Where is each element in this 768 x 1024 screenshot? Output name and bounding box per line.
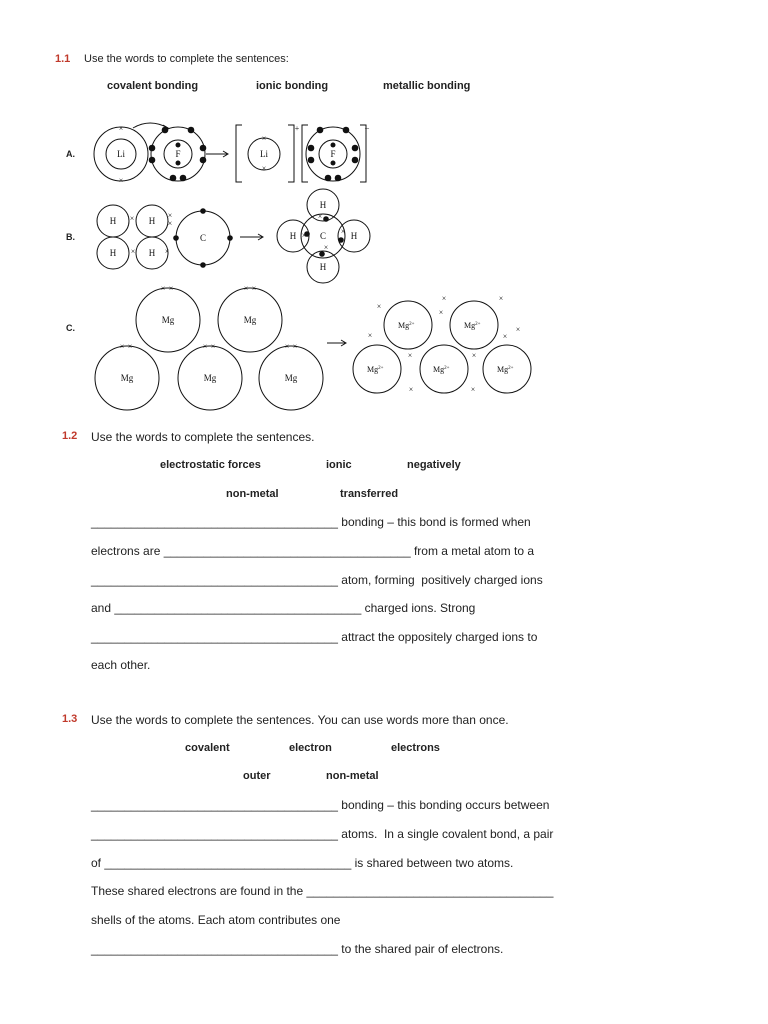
question-number-1-3: 1.3 <box>62 713 78 725</box>
diagram-label-c: C. <box>66 323 75 333</box>
electron-cross: × <box>340 227 346 236</box>
word-electron: electron <box>289 742 332 754</box>
diagram-c-metallic <box>95 288 531 410</box>
ion-mg2plus: $Mg^{2+}$ <box>398 321 415 330</box>
electron-cross: × <box>367 331 373 340</box>
atom-c: C <box>199 233 207 243</box>
atom-c: C <box>319 231 327 241</box>
electron-cross: × <box>376 302 382 311</box>
atom-mg: Mg <box>243 315 257 325</box>
atom-mg: Mg <box>203 373 217 383</box>
sentence-line-2: electrons are _____________________________________ from a metal atom to a <box>91 544 535 558</box>
electron-cross: × <box>408 385 414 394</box>
electron-cross: × <box>470 385 476 394</box>
word-electrostatic-forces: electrostatic forces <box>160 459 261 471</box>
sentence-line-1: _____________________________________ bonding – this bond is formed when <box>91 515 531 529</box>
atom-mg: Mg <box>284 373 298 383</box>
word-metallic-bonding: metallic bonding <box>383 80 471 92</box>
sentence-line-4: These shared electrons are found in the _____________________________________ <box>91 884 554 898</box>
sentence-line-5: _____________________________________ attract the oppositely charged ions to <box>91 630 538 644</box>
electron-cross: × <box>261 134 267 143</box>
atom-h: H <box>350 231 358 241</box>
diagram-label-b: B. <box>66 232 75 242</box>
sentence-line-2: _____________________________________ atoms. In a single covalent bond, a pair <box>91 827 554 841</box>
sentence-line-3: _____________________________________ atom, forming positively charged ions <box>91 573 543 587</box>
electron-cross: × <box>407 351 413 360</box>
word-non-metal: non-metal <box>326 770 379 782</box>
sentence-line-1: _____________________________________ bonding – this bonding occurs between <box>91 798 550 812</box>
question-prompt-1-1: Use the words to complete the sentences: <box>84 53 289 65</box>
atom-f: F <box>175 149 181 159</box>
word-covalent-bonding: covalent bonding <box>107 80 199 92</box>
electron-cross: × <box>471 351 477 360</box>
atom-mg: Mg <box>120 373 134 383</box>
electron-cross: × <box>323 243 329 252</box>
sentence-line-4: and _____________________________________ charged ions. Strong <box>91 601 476 615</box>
word-negatively: negatively <box>407 459 461 471</box>
electron-cross: × <box>167 211 173 220</box>
sentence-line-6: _____________________________________ to the shared pair of electrons. <box>91 942 504 956</box>
atom-h: H <box>109 248 117 258</box>
charge-plus: + <box>294 124 300 133</box>
electron-cross: × <box>164 247 170 256</box>
atom-f-ion: F <box>330 149 336 159</box>
electron-cross: × <box>261 164 267 173</box>
ion-mg2plus: $Mg^{2+}$ <box>497 365 514 374</box>
electron-cross: × <box>284 342 290 351</box>
electron-cross: × <box>515 325 521 334</box>
atom-li-ion: Li <box>260 149 268 159</box>
electron-cross: × <box>243 284 249 293</box>
electron-cross: × <box>317 212 323 221</box>
electron-cross: × <box>301 231 307 240</box>
sentence-line-3: of _____________________________________ is shared between two atoms. <box>91 856 514 870</box>
atom-h: H <box>319 200 327 210</box>
atom-h: H <box>289 231 297 241</box>
sentence-line-6: each other. <box>91 658 151 672</box>
atom-h: H <box>109 216 117 226</box>
ion-mg2plus: $Mg^{2+}$ <box>367 365 384 374</box>
electron-cross: × <box>251 284 257 293</box>
atom-h: H <box>148 248 156 258</box>
word-outer: outer <box>243 770 271 782</box>
electron-cross: × <box>441 294 447 303</box>
atom-h: H <box>148 216 156 226</box>
word-ionic: ionic <box>326 459 352 471</box>
diagram-b-covalent <box>97 189 370 283</box>
word-ionic-bonding: ionic bonding <box>256 80 329 92</box>
electron-cross: × <box>292 342 298 351</box>
electron-cross: × <box>210 342 216 351</box>
electron-cross: × <box>118 124 124 133</box>
atom-mg: Mg <box>161 315 175 325</box>
bonding-diagrams <box>0 0 768 420</box>
electron-cross: × <box>502 332 508 341</box>
question-prompt-1-2: Use the words to complete the sentences. <box>91 430 315 444</box>
electron-cross: × <box>167 219 173 228</box>
question-number-1-1: 1.1 <box>55 53 71 65</box>
electron-cross: × <box>130 247 136 256</box>
electron-cross: × <box>118 176 124 185</box>
word-covalent: covalent <box>185 742 230 754</box>
electron-cross: × <box>160 284 166 293</box>
electron-cross: × <box>119 342 125 351</box>
word-transferred: transferred <box>340 488 399 500</box>
electron-cross: × <box>438 308 444 317</box>
diagram-label-a: A. <box>66 149 75 159</box>
sentence-line-5: shells of the atoms. Each atom contributes one <box>91 913 341 927</box>
atom-h: H <box>319 262 327 272</box>
diagram-a-ionic <box>94 123 366 182</box>
ion-mg2plus: $Mg^{2+}$ <box>433 365 450 374</box>
ion-mg2plus: $Mg^{2+}$ <box>464 321 481 330</box>
question-prompt-1-3: Use the words to complete the sentences. You can use words more than once. <box>91 713 509 727</box>
word-electrons: electrons <box>391 742 440 754</box>
charge-minus: – <box>365 123 369 132</box>
electron-cross: × <box>127 342 133 351</box>
electron-cross: × <box>498 294 504 303</box>
electron-cross: × <box>202 342 208 351</box>
atom-li: Li <box>117 149 125 159</box>
electron-cross: × <box>168 284 174 293</box>
question-number-1-2: 1.2 <box>62 430 78 442</box>
electron-cross: × <box>129 214 135 223</box>
word-non-metal: non-metal <box>226 488 279 500</box>
